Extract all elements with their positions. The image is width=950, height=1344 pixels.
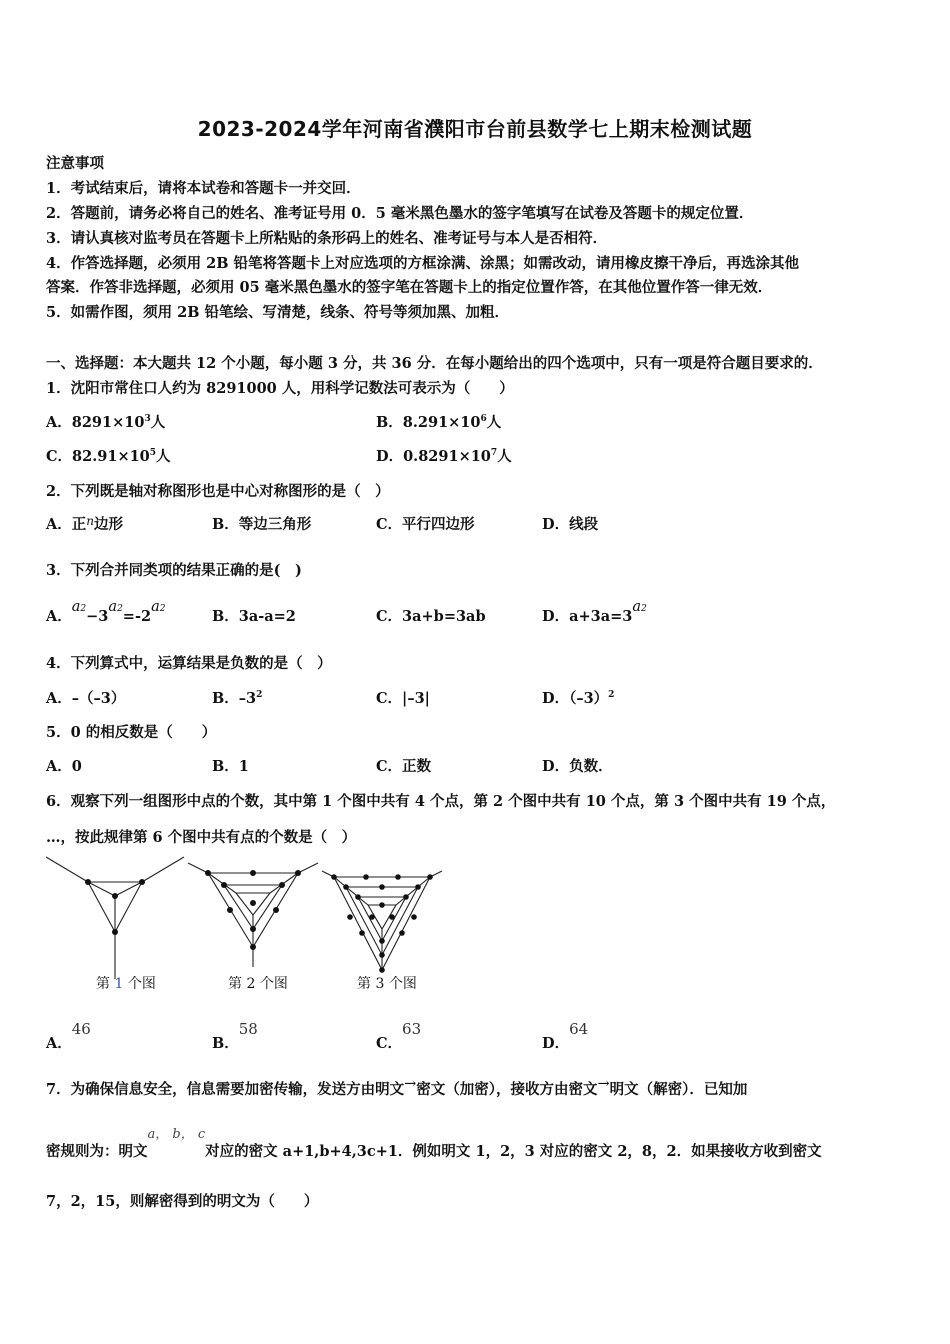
q2-option-a[interactable]: A．正$^n$边形 [46, 514, 123, 533]
q3-stem: 3．下列合并同类项的结果正确的是( ) [46, 562, 302, 579]
q1-option-a[interactable]: A．$8291\times 10^3$人 [46, 414, 166, 431]
q7-line1: 7．为确保信息安全，信息需要加密传输，发送方由明文→密文（加密），接收方由密文→明文（解密）．已知加 [46, 1076, 748, 1098]
figure-3 [322, 871, 442, 973]
q6-option-a[interactable]: A．46 [46, 1020, 91, 1052]
notice-item-4: 4．作答选择题，必须用 2B 铅笔将答题卡上对应选项的方框涂满、涂黑；如需改动，请用橡皮擦干净后，再选涂其他 [46, 255, 800, 272]
q3-option-a[interactable]: A．$a^2-3a^2=-2a^2$ [46, 599, 166, 625]
notice-item-2: 2．答题前，请务必将自己的姓名、准考证号用 0．5 毫米黑色墨水的签字笔填写在试卷及答题卡的规定位置． [46, 205, 754, 222]
q2-stem: 2．下列既是轴对称图形也是中心对称图形的是（ ） [46, 483, 390, 500]
notice-item-4-cont: 答案．作答非选择题，必须用 05 毫米黑色墨水的签字笔在答题卡上的指定位置作答，在其他位置作答一律无效． [46, 279, 773, 296]
q1-option-d[interactable]: D．$0.8291\times 10^7$人 [376, 448, 512, 465]
figure-2 [188, 863, 318, 967]
q5-option-d[interactable]: D．负数． [542, 758, 613, 775]
q6-stem-line1: 6．观察下列一组图形中点的个数，其中第 1 个图中共有 4 个点，第 2 个图中共有 10 个点，第 3 个图中共有 19 个点， [46, 793, 836, 810]
q7-line3: 7，2，15，则解密得到的明文为（ ） [46, 1193, 319, 1210]
q4-option-c[interactable]: C．|–3| [376, 690, 430, 707]
q6-option-c[interactable]: C．63 [376, 1020, 422, 1052]
q4-option-d[interactable]: D．$(-3)^2$ [542, 690, 615, 707]
q7-line2: 密规则为：明文a， b， c对应的密文 a+1,b+4,3c+1．例如明文 1，2，3 对应的密文 2，8，2．如果接收方收到密文 [46, 1127, 822, 1160]
q4-option-a[interactable]: A．–（–3） [46, 690, 126, 707]
page-title: 2023-2024学年河南省濮阳市台前县数学七上期末检测试题 [197, 117, 753, 141]
q1-option-b[interactable]: B．$8.291\times 10^6$人 [376, 414, 502, 431]
notice-item-1: 1．考试结束后，请将本试卷和答题卡一并交回． [46, 180, 361, 197]
q3-option-d[interactable]: D．$a+3a=3a^2$ [542, 599, 647, 625]
q4-option-b[interactable]: B．$-3^2$ [212, 690, 263, 707]
q1-stem: 1．沈阳市常住口人约为 8291000 人，用科学记数法可表示为（ ） [46, 380, 514, 397]
q1-option-c[interactable]: C．$82.91\times 10^5$人 [46, 448, 171, 465]
q3-option-c[interactable]: C．3a+b=3ab [376, 608, 486, 625]
q2-option-c[interactable]: C．平行四边形 [376, 516, 475, 533]
q5-stem: 5．0 的相反数是（ ） [46, 724, 217, 741]
figure-1-label: 第 1 个图 [96, 976, 156, 992]
q5-option-a[interactable]: A．0 [46, 758, 82, 775]
q6-stem-line2: …，按此规律第 6 个图中共有点的个数是（ ） [46, 829, 357, 846]
arrow-icon: → [404, 1076, 417, 1092]
notice-item-5: 5．如需作图，须用 2B 铅笔绘、写清楚，线条、符号等须加黑、加粗． [46, 304, 510, 321]
q3-option-b[interactable]: B．3a-a=2 [212, 608, 296, 625]
q6-option-b[interactable]: B．58 [212, 1020, 258, 1052]
figure-2-label: 第 2 个图 [228, 976, 288, 992]
notice-heading: 注意事项 [46, 155, 104, 172]
section-heading: 一、选择题：本大题共 12 个小题，每小题 3 分，共 36 分．在每小题给出的四个选项中，只有一项是符合题目要求的． [46, 355, 823, 372]
q5-option-c[interactable]: C．正数 [376, 758, 432, 775]
arrow-icon: → [597, 1076, 610, 1092]
q2-option-d[interactable]: D．线段 [542, 516, 599, 533]
notice-item-3: 3．请认真核对监考员在答题卡上所粘贴的条形码上的姓名、准考证号与本人是否相符． [46, 230, 608, 247]
figure-3-label: 第 3 个图 [357, 976, 417, 992]
q4-stem: 4．下列算式中，运算结果是负数的是（ ） [46, 655, 332, 672]
figure-1 [46, 857, 184, 979]
q2-option-b[interactable]: B．等边三角形 [212, 516, 312, 533]
q6-option-d[interactable]: D．64 [542, 1020, 589, 1052]
q5-option-b[interactable]: B．1 [212, 758, 249, 775]
